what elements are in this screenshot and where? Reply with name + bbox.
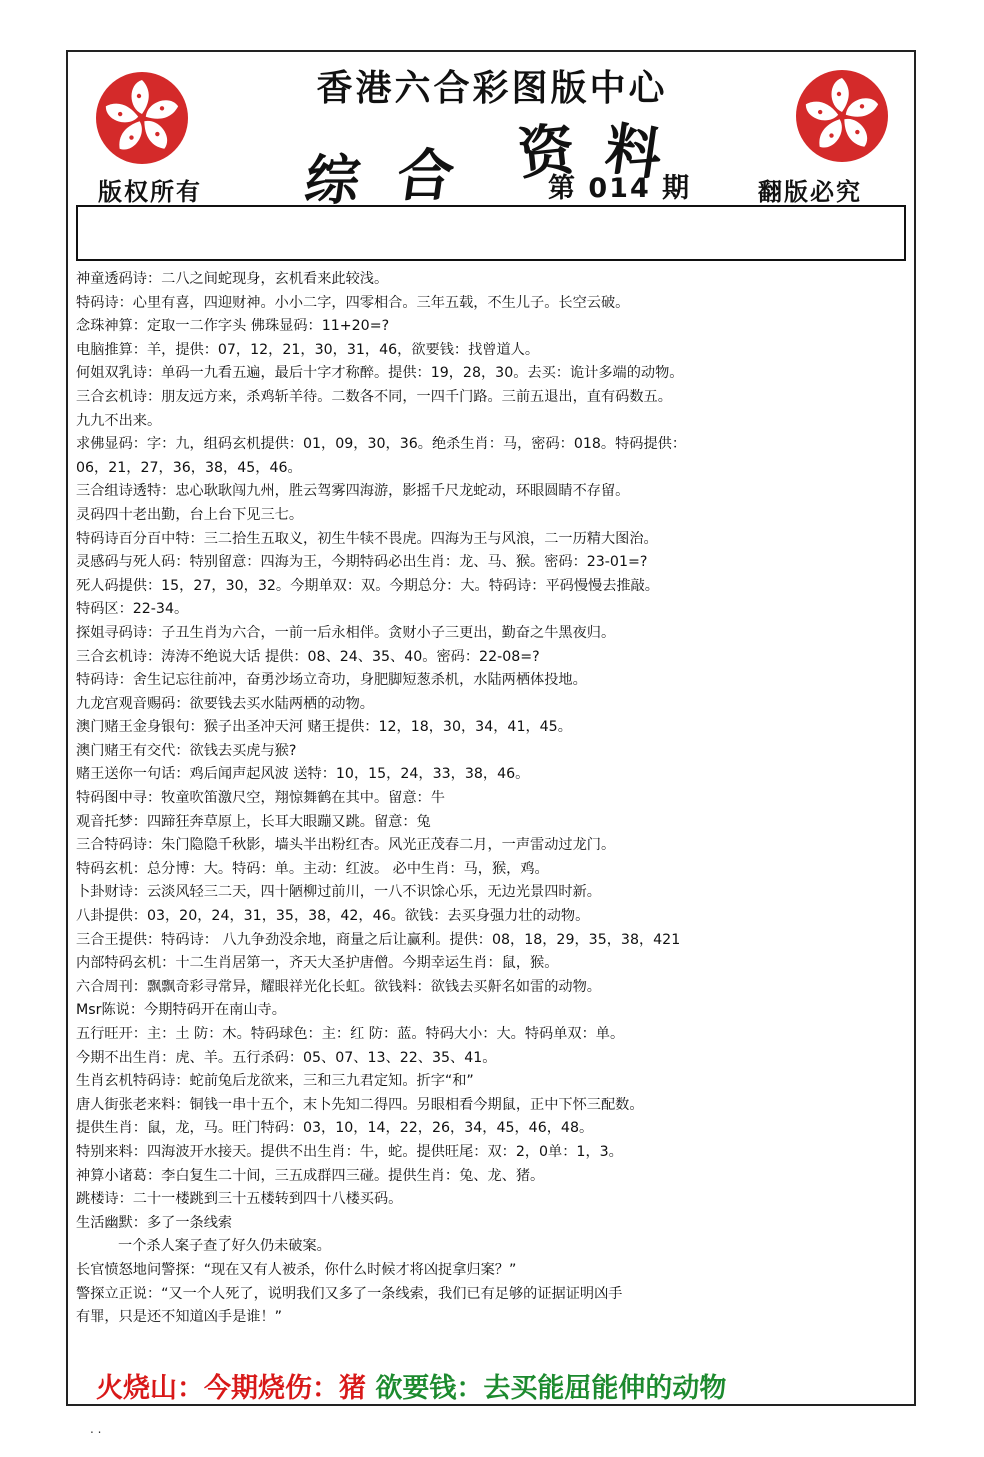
text-line: 警探立正说：“又一个人死了，说明我们又多了一条线索，我们已有足够的证据证明凶手 [76,1285,623,1302]
bottom-dots: . . [90,1422,102,1436]
text-line: 神算小诸葛：李白复生二十间，三五成群四三碰。提供生肖：兔、龙、猪。 [76,1167,545,1184]
blank-box [76,205,906,261]
text-line: 澳门赌王金身银句：猴子出圣冲天河 赌王提供：12，18，30，34，41，45。 [76,719,572,736]
text-line: 特别来料：四海波开水接天。提供不出生肖：牛，蛇。提供旺尾：双：2，0单：1，3。 [76,1143,623,1160]
text-line: 特码图中寻：牧童吹笛激尺空，翔惊舞鹤在其中。留意：牛 [76,790,445,807]
text-line: 一个杀人案子查了好久仍未破案。 [118,1238,331,1255]
text-line: 探姐寻码诗：子丑生肖为六合，一前一后永相伴。贪财小子三更出，勤奋之牛黑夜归。 [76,624,616,641]
text-line: 内部特码玄机：十二生肖居第一，齐天大圣护唐僧。今期幸运生肖：鼠，猴。 [76,955,559,972]
content-body [76,268,908,1330]
text-line: Msr陈说：今期特码开在南山寺。 [76,1002,286,1019]
footer-green-text: 欲要钱：去买能屈能伸的动物 [375,1373,727,1404]
text-line: 三合特码诗：朱门隐隐千秋影，墙头半出粉红杏。风光正茂春二月，一声雷动过龙门。 [76,837,616,854]
text-line: 特码诗：心里有喜，四迎财神。小小二字，四零相合。三年五载，不生儿子。长空云破。 [76,294,630,311]
text-line: 今期不出生肖：虎、羊。五行杀码：05、07、13、22、35、41。 [76,1049,497,1066]
text-line: 三合组诗透特：忠心耿耿闯九州，胜云驾雾四海游，影摇千尺龙蛇动，环眼圆睛不存留。 [76,483,630,500]
text-line: 有罪，只是还不知道凶手是谁！” [76,1309,282,1326]
header-title: 香港六合彩图版中心 [316,67,668,109]
footer-banner [96,1366,726,1405]
text-line: 提供生肖：鼠，龙，马。旺门特码：03，10，14，22，26，34，45，46，48。 [76,1120,594,1137]
text-line: 跳楼诗：二十一楼跳到三十五楼转到四十八楼买码。 [76,1191,403,1208]
footer-red-text: 火烧山：今期烧伤：猪 [96,1373,366,1404]
big-title-char: 合 [392,143,459,209]
text-line: 特码玄机：总分博：大。特码：单。主动：红波。 必中生肖：马，猴，鸡。 [76,860,549,877]
text-line: 特码区：22-34。 [76,601,189,618]
text-line: 五行旺开：主：土 防：木。特码球色：主：红 防：蓝。特码大小：大。特码单双：单。 [76,1026,625,1042]
copyright-left: 版权所有 [98,177,202,206]
text-line: 求佛显码：字：九，组码玄机提供：01，09，30，36。绝杀生肖：马，密码：018。特码提供： [76,436,687,453]
text-line: 八卦提供：03，20，24，31，35，38，42，46。欲钱：去买身强力壮的动物。 [76,908,590,925]
text-line: 长官愤怒地问警探：“现在又有人被杀，你什么时候才将凶捉拿归案？” [76,1261,517,1278]
issue-number: 第 014 期 [548,173,692,204]
big-title-char: 料 [601,115,666,189]
text-line: 三合王提供：特码诗： 八九争劲没余地，商量之后让赢利。提供：08，18，29，35，38，421 [76,931,681,948]
text-line: 九龙宫观音赐码：欲要钱去买水陆两栖的动物。 [76,695,374,712]
text-line: 06，21，27，36，38，45，46。 [76,459,302,476]
text-line: 三合玄机诗：朋友远方来，杀鸡斩羊待。二数各不同，一四千门路。三前五退出，直有码数五。 [76,388,672,405]
big-title-char: 资 [515,116,578,188]
text-line: 念珠神算：定取一二作字头 佛珠显码：11+20=? [76,318,390,335]
text-line: 灵码四十老出勤，台上台下见三七。 [76,506,304,523]
text-line: 观音托梦：四蹄狂奔草原上，长耳大眼蹦又跳。留意：兔 [76,813,431,830]
bauhinia-emblem-icon [96,72,188,164]
copyright-right: 翻版必究 [758,177,862,206]
text-line: 神童透码诗：二八之间蛇现身，玄机看来此较浅。 [76,271,389,287]
text-line: 澳门赌王有交代：欲钱去买虎与猴? [76,742,297,759]
text-line: 生活幽默：多了一条线索 [76,1214,233,1231]
bauhinia-emblem-icon [796,70,888,162]
text-line: 生肖玄机特码诗：蛇前兔后龙欲来，三和三九君定知。折字“和” [76,1073,474,1090]
text-line: 电脑推算：羊，提供：07，12，21，30，31，46，欲要钱：找曾道人。 [76,341,540,358]
text-line: 特码诗百分百中特：三二拾生五取义，初生牛犊不畏虎。四海为王与风浪，二一历精大图治。 [76,530,658,547]
text-line: 赌王送你一句话：鸡后闻声起风波 送特：10，15，24，33，38，46。 [76,766,530,783]
big-title-char: 综 [301,148,365,212]
text-line: 九九不出来。 [76,412,162,429]
text-line: 三合玄机诗：涛涛不绝说大话 提供：08、24、35、40。密码：22-08=? [76,648,540,665]
text-line: 灵感码与死人码：特别留意：四海为王，今期特码必出生肖：龙、马、猴。密码：23-01=? [76,554,648,571]
text-line: 卜卦财诗：云淡风轻三二天，四十陋柳过前川，一八不识馀心乐，无边光景四时新。 [76,884,601,901]
text-line: 何姐双乳诗：单码一九看五遍，最后十字才称醉。提供：19，28，30。去买：诡计多端的动物。 [76,365,684,382]
text-line: 六合周刊：飘飘奇彩寻常异，耀眼祥光化长虹。欲钱料：欲钱去买鼾名如雷的动物。 [76,978,601,995]
text-line: 唐人街张老来料：铜钱一串十五个，末卜先知二得四。另眼相看今期鼠，正中下怀三配数。 [76,1096,644,1113]
text-line: 特码诗：舍生记忘往前冲，奋勇沙场立奇功，身肥脚短葱杀机，水陆两栖体投地。 [76,672,587,689]
text-line: 死人码提供：15，27，30，32。今期单双：双。今期总分：大。特码诗：平码慢慢去推敲。 [76,577,659,594]
